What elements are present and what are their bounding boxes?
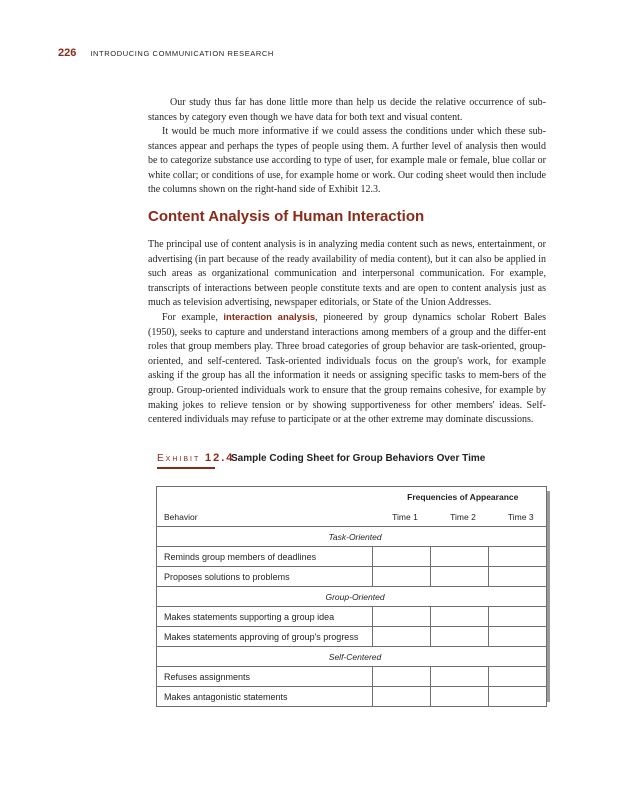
behavior-cell: Refuses assignments bbox=[157, 667, 373, 687]
tally-cell bbox=[373, 687, 431, 707]
tally-cell bbox=[489, 547, 547, 567]
table-row bbox=[157, 687, 547, 707]
tally-cell bbox=[431, 687, 489, 707]
time-1-header: Time 1 bbox=[392, 511, 418, 522]
table-row bbox=[157, 667, 547, 687]
behavior-cell: Reminds group members of deadlines bbox=[157, 547, 373, 567]
frequency-header: Frequencies of Appearance bbox=[407, 492, 519, 502]
section-paragraph-2: For example, interaction analysis, pioneered by group dynamics scholar Robert Bales (1950), seeks to capture and understand interactions among members of a group and the differ-ent roles that group members play. Three broad categories of group behavior are task-oriented, group-oriented, and self-centered. Task-oriented individuals focus on the group's work, for example asking if the group has all the information it needs or assigning specific tasks to mem-bers of the group. Group-oriented individuals work to ensure that the group remains cohesive, for example by making jokes to relieve tension or by showing supportiveness for other members' ideas. Self-centered individuals may refuse to participate or at the other extreme may dominate discussions. bbox=[148, 312, 547, 426]
behavior-cell: Makes statements supporting a group idea bbox=[157, 607, 373, 627]
tally-cell bbox=[373, 547, 431, 567]
exhibit-underline bbox=[157, 467, 215, 469]
coding-sheet-table bbox=[156, 486, 547, 707]
tally-cell bbox=[489, 567, 547, 587]
category-task-oriented: Task-Oriented bbox=[157, 527, 547, 547]
tally-cell bbox=[489, 607, 547, 627]
intro-paragraph-2: It would be much more informative if we could assess the conditions under which these sub-stances appear and perhaps the types of people using them. A further level of analysis then would be to categorize substance use according to type of user, for example male or female, blue collar or white collar; or conditions of use, for example home or work. Our coding sheet would then include the columns shown on the right-hand side of Exhibit 12.3. bbox=[148, 126, 546, 196]
behavior-cell: Makes statements approving of group's progress bbox=[157, 627, 373, 647]
category-row bbox=[157, 527, 547, 547]
tally-cell bbox=[373, 667, 431, 687]
exhibit-label bbox=[157, 452, 234, 464]
tally-cell bbox=[489, 627, 547, 647]
tally-cell bbox=[373, 627, 431, 647]
section-paragraph-1: The principal use of content analysis is in analyzing media content such as news, entertainment, or advertising (in part because of the ready availability of media content), but it can also be applied in such areas as organizational communication and interpersonal communication. For example, transcripts of interactions between people constitute texts and are open to content analysis just as much as television advertising, newspaper editorials, or State of the Union Addresses. bbox=[148, 239, 546, 309]
tally-cell bbox=[431, 567, 489, 587]
tally-cell bbox=[431, 667, 489, 687]
behavior-header: Behavior bbox=[164, 511, 198, 522]
exhibit-word: Exhibit bbox=[157, 453, 201, 464]
table-header-row-1 bbox=[157, 487, 547, 508]
tally-cell bbox=[489, 667, 547, 687]
exhibit-title: Sample Coding Sheet for Group Behaviors Over Time bbox=[231, 453, 486, 464]
key-term: interaction analysis bbox=[223, 312, 316, 323]
category-row bbox=[157, 587, 547, 607]
running-title: INTRODUCING COMMUNICATION RESEARCH bbox=[90, 49, 274, 58]
tally-cell bbox=[431, 547, 489, 567]
exhibit-number: 12.4 bbox=[205, 452, 235, 464]
category-group-oriented: Group-Oriented bbox=[157, 587, 547, 607]
tally-cell bbox=[373, 607, 431, 627]
tally-cell bbox=[431, 627, 489, 647]
table-row bbox=[157, 547, 547, 567]
table-row bbox=[157, 627, 547, 647]
table-row bbox=[157, 567, 547, 587]
behavior-cell: Proposes solutions to problems bbox=[157, 567, 373, 587]
time-2-header: Time 2 bbox=[450, 511, 476, 522]
category-row bbox=[157, 647, 547, 667]
tally-cell bbox=[489, 687, 547, 707]
tally-cell bbox=[431, 607, 489, 627]
behavior-cell: Makes antagonistic statements bbox=[157, 687, 373, 707]
intro-paragraph-1: Our study thus far has done little more than help us decide the relative occurrence of sub-stances by category even though we have data for both text and visual content. bbox=[148, 97, 546, 123]
tally-cell bbox=[373, 567, 431, 587]
category-self-centered: Self-Centered bbox=[157, 647, 547, 667]
running-head bbox=[58, 47, 274, 61]
table-row bbox=[157, 607, 547, 627]
page-number: 226 bbox=[58, 47, 77, 59]
time-3-header: Time 3 bbox=[507, 511, 534, 522]
section-heading: Content Analysis of Human Interaction bbox=[148, 208, 425, 225]
table-header-row-2 bbox=[157, 507, 547, 527]
